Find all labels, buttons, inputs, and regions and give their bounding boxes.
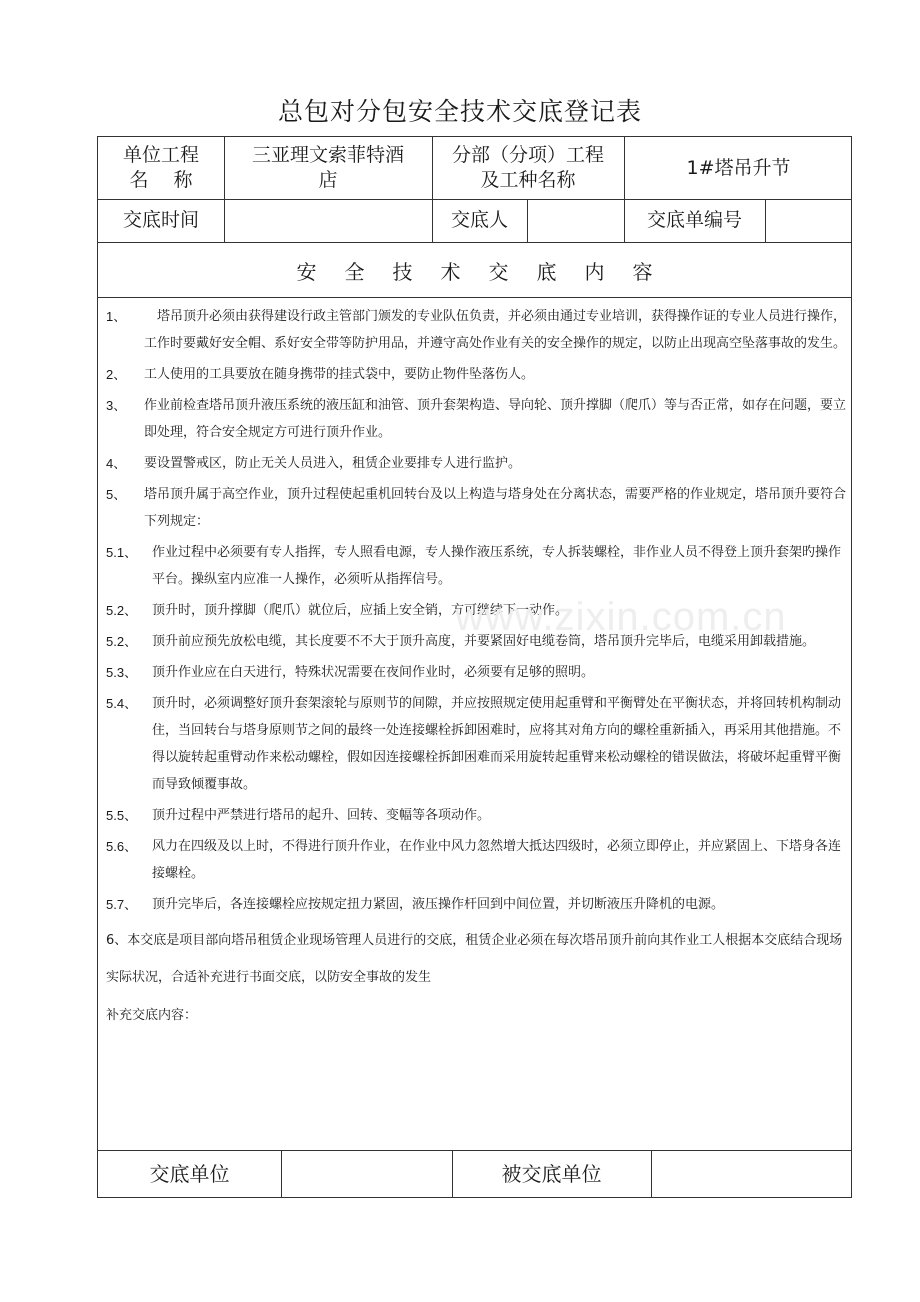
unit-value-line2: 店 xyxy=(318,169,338,191)
unit-label-line1: 单位工程 xyxy=(122,144,199,166)
list-item xyxy=(106,802,846,829)
unit-project-value xyxy=(224,137,432,199)
safety-briefing-table xyxy=(97,136,852,1198)
list-item xyxy=(106,659,846,686)
row-divider xyxy=(98,297,851,298)
list-item xyxy=(106,833,846,887)
item-number: 2、 xyxy=(106,367,127,382)
list-item xyxy=(106,361,846,388)
item-text: 风力在四级及以上时，不得进行顶升作业，在作业中风力忽然增大抵达四级时，必须立即停止，并应紧固上、下塔身各连接螺栓。 xyxy=(152,839,842,881)
item-number: 4、 xyxy=(106,456,127,471)
item-number: 5.6、 xyxy=(106,839,138,854)
item-text: 塔吊顶升属于高空作业，顶升过程使起重机回转台及以上构造与塔身处在分离状态，需要严格的作业规定，塔吊顶升要符合下列规定： xyxy=(144,487,847,529)
briefing-content xyxy=(106,303,846,1029)
item-number: 1、 xyxy=(106,309,127,324)
briefing-time-label: 交底时间 xyxy=(122,209,199,231)
item-text: 作业过程中必须要有专人指挥，专人照看电源，专人操作液压系统，专人拆装螺栓，非作业人员不得登上顶升套架旳操作平台。操纵室内应准一人操作，必须听从指挥信号。 xyxy=(152,545,842,587)
item-text: 工人使用的工具要放在随身携带的挂式袋中，要防止物件坠落伤人。 xyxy=(144,367,535,382)
form-title: 总包对分包安全技术交底登记表 xyxy=(277,97,642,126)
unit-project-label xyxy=(98,137,224,199)
item-number: 5.5、 xyxy=(106,808,138,823)
section-heading: 安全技术交底内容 xyxy=(296,259,681,284)
list-item xyxy=(106,481,846,535)
list-item xyxy=(106,539,846,593)
issuer-label: 交底单位 xyxy=(149,1161,230,1186)
receiver-label: 被交底单位 xyxy=(501,1161,602,1186)
item-text: 顶升前应预先放松电缆，其长度要不不大于顶升高度，并要紧固好电缆卷筒，塔吊顶升完毕后，电缆采用卸载措施。 xyxy=(152,634,816,649)
list-item xyxy=(106,392,846,446)
briefing-person-label: 交底人 xyxy=(450,209,508,231)
list-item xyxy=(106,891,846,918)
supplement-label: 补充交底内容： xyxy=(106,1008,198,1023)
watermark: www.zixin.com.cn xyxy=(455,595,787,639)
item-number: 5.4、 xyxy=(106,696,138,711)
list-item xyxy=(106,303,846,357)
item-text: 作业前检查塔吊顶升液压系统的液压缸和油管、顶升套架构造、导向轮、顶升撑脚（爬爪）等与否正常，如存在问题，要立即处理，符合安全规定方可进行顶升作业。 xyxy=(144,398,847,440)
list-item xyxy=(106,628,846,655)
sub-label-line1: 分部（分项）工程 xyxy=(451,144,604,166)
list-item xyxy=(106,690,846,798)
item-text: 顶升过程中严禁进行塔吊的起升、回转、变幅等各项动作。 xyxy=(152,808,491,823)
item-number: 5.2、 xyxy=(106,634,138,649)
receiver-value[interactable] xyxy=(651,1150,853,1198)
briefing-number-label: 交底单编号 xyxy=(646,209,742,231)
item-text: 要设置警戒区，防止无关人员进入，租赁企业要排专人进行监护。 xyxy=(144,456,522,471)
item-text: 顶升时，必须调整好顶升套架滚轮与原则节的间隙，并应按照规定使用起重臂和平衡臂处在平衡状态，并将回转机构制动住，当回转台与塔身原则节之间的最终一处连接螺栓拆卸困难时，应将其对角方向的螺栓重新插入，再采用其他措施。不得以旋转起重臂动作来松动螺栓，假如因连接螺栓拆卸困难而采用旋转起重臂来松动螺栓的错误做法，将破坏起重臂平衡而导致倾覆事故。 xyxy=(152,696,842,792)
unit-label-line2: 名 称 xyxy=(129,169,193,191)
unit-value-line1: 三亚理文索菲特酒 xyxy=(251,144,404,166)
briefing-time-value[interactable] xyxy=(224,199,432,242)
sub-label-line2: 及工种名称 xyxy=(480,169,576,191)
item-text: 顶升完毕后，各连接螺栓应按规定扭力紧固，液压操作杆回到中间位置，并切断液压升降机的电源。 xyxy=(152,897,725,912)
item-number: 5.2、 xyxy=(106,603,138,618)
list-item xyxy=(106,450,846,477)
briefing-person-value[interactable] xyxy=(527,199,624,242)
item-number: 5.1、 xyxy=(106,545,138,560)
item-text: 塔吊顶升必须由获得建设行政主管部门颁发的专业队伍负责，并必须由通过专业培训，获得操作证的专业人员进行操作，工作时要戴好安全帽、系好安全带等防护用品，并遵守高处作业有关的安全操作的规定，以防止出现高空坠落事故的发生。 xyxy=(144,309,847,351)
briefing-number-value[interactable] xyxy=(765,199,853,242)
sub-project-label xyxy=(432,137,624,199)
closing-paragraph: 6、本交底是项目部向塔吊租赁企业现场管理人员进行的交底，租赁企业必须在每次塔吊顶升前向其作业工人根据本交底结合现场实际状况，合适补充进行书面交底，以防安全事故的发生 xyxy=(106,933,843,985)
item-number: 3、 xyxy=(106,398,127,413)
item-number: 5、 xyxy=(106,487,127,502)
item-text: 顶升时，顶升撑脚（爬爪）就位后，应插上安全销，方可继续下一动作。 xyxy=(152,603,569,618)
item-number: 5.3、 xyxy=(106,665,138,680)
sub-project-value: 1#塔吊升节 xyxy=(686,156,791,179)
item-number: 5.7、 xyxy=(106,897,138,912)
list-item xyxy=(106,597,846,624)
item-text: 顶升作业应在白天进行，特殊状况需要在夜间作业时，必须要有足够的照明。 xyxy=(152,665,595,680)
issuer-value[interactable] xyxy=(281,1150,452,1198)
